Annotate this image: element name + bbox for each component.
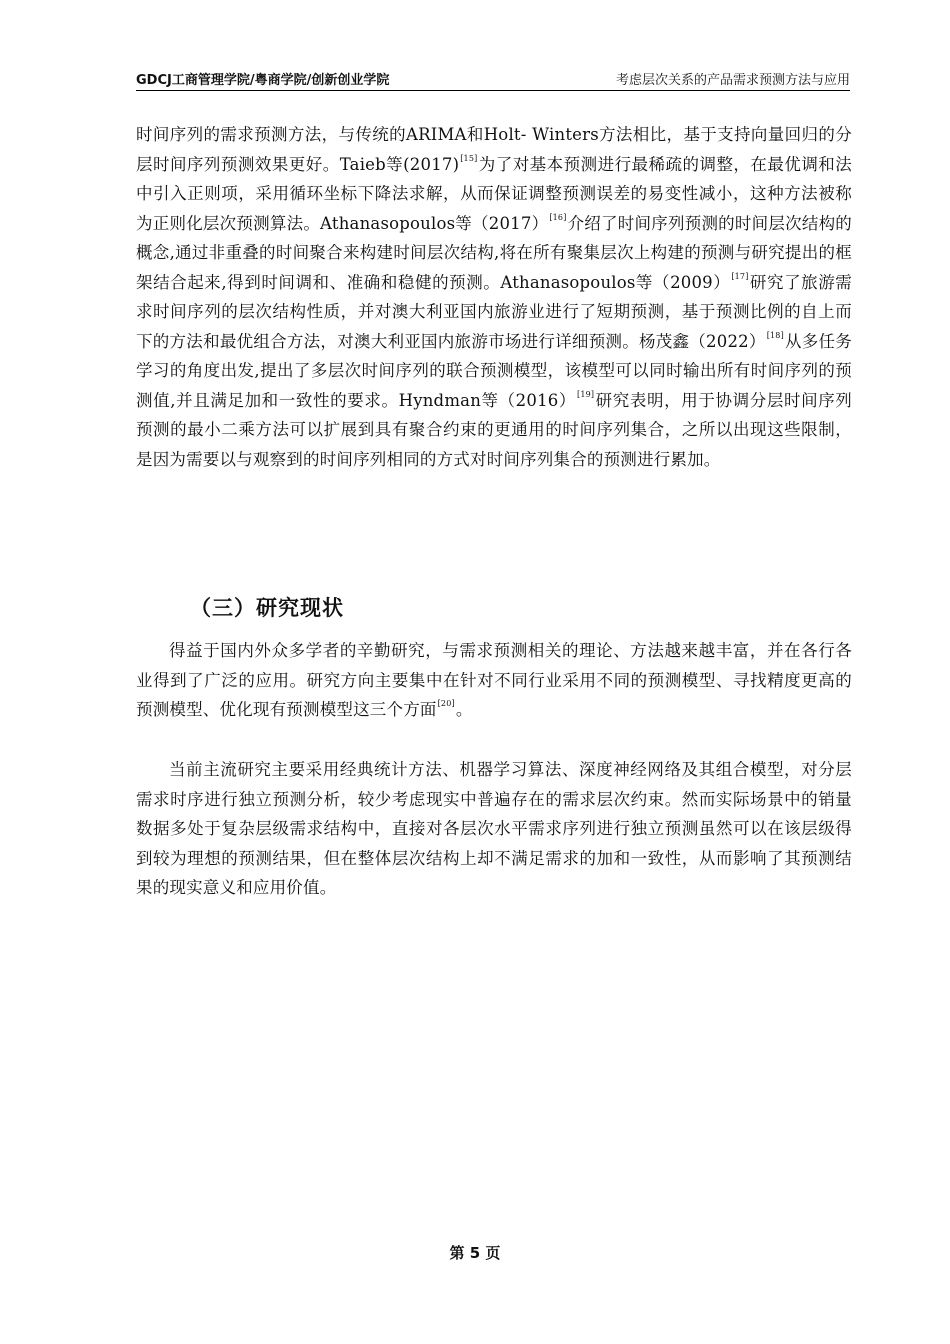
text-segment: 从多任务学习的角度出发,提出了多层次时间序列的联合预测模型，该模型可以同时输出所有时间序列的预测值,并且满足加和一致性的要求。Hyndman等（2016） xyxy=(136,331,852,410)
text-segment: 介绍了时间序列预测的时间层次结构的概念,通过非重叠的时间聚合来构建时间层次结构,将在所有聚集层次上构建的预测与研究提出的框架结合起来,得到时间调和、准确和稳健的预测。Athanasopoulos等（2009） xyxy=(136,213,853,292)
text-segment: 。 xyxy=(455,700,473,719)
text-segment: 当前主流研究主要采用经典统计方法、机器学习算法、深度神经网络及其组合模型，对分层需求时序进行独立预测分析，较少考虑现实中普遍存在的需求层次约束。然而实际场景中的销量数据多处于复杂层级需求结构中，直接对各层次水平需求序列进行独立预测虽然可以在该层级得到较为理想的预测结果，但在整体层次结构上却不满足需求的加和一致性，从而影响了其预测结果的现实意义和应用价值。 xyxy=(136,760,852,897)
citation-ref: [15] xyxy=(460,153,478,163)
text-segment: 得益于国内外众多学者的辛勤研究，与需求预测相关的理论、方法越来越丰富，并在各行各业得到了广泛的应用。研究方向主要集中在针对不同行业采用不同的预测模型、寻找精度更高的预测模型、优化现有预测模型这三个方面 xyxy=(136,641,852,719)
text-segment: 研究表明，用于协调分层时间序列预测的最小二乘方法可以扩展到具有聚合约束的更通用的时间序列集合，之所以出现这些限制，是因为需要以与观察到的时间序列相同的方式对时间序列集合的预测进行累加。 xyxy=(136,390,853,469)
citation-ref: [19] xyxy=(577,389,595,399)
citation-ref: [16] xyxy=(549,212,567,222)
paragraph-research-status xyxy=(136,636,852,725)
header-thesis-title: 考虑层次关系的产品需求预测方法与应用 xyxy=(615,73,850,88)
paragraph-literature-review xyxy=(136,120,852,474)
section-heading: （三）研究现状 xyxy=(190,596,344,620)
citation-ref: [20] xyxy=(437,699,455,708)
paragraph-current-research xyxy=(136,755,852,903)
text-segment: 为了对基本预测进行最稀疏的调整，在最优调和法中引入正则项，采用循环坐标下降法求解，从而保证调整预测误差的易变性减小，这种方法被称为正则化层次预测算法。Athanasopoulos等（2017） xyxy=(136,154,852,233)
text-segment: 研究了旅游需求时间序列的层次结构性质，并对澳大利亚国内旅游业进行了短期预测，基于预测比例的自上而下的方法和最优组合方法，对澳大利亚国内旅游市场进行详细预测。杨茂鑫（2022） xyxy=(136,272,852,351)
citation-ref: [17] xyxy=(731,271,749,281)
running-header xyxy=(136,66,850,91)
header-institution: GDCJ工商管理学院/粤商学院/创新创业学院 xyxy=(136,73,390,88)
page-number: 第 5 页 xyxy=(449,1244,501,1262)
citation-ref: [18] xyxy=(766,330,784,340)
text-segment: 时间序列的需求预测方法，与传统的ARIMA和Holt- Winters方法相比，基于支持向量回归的分层时间序列预测效果更好。Taieb等(2017) xyxy=(136,125,852,174)
